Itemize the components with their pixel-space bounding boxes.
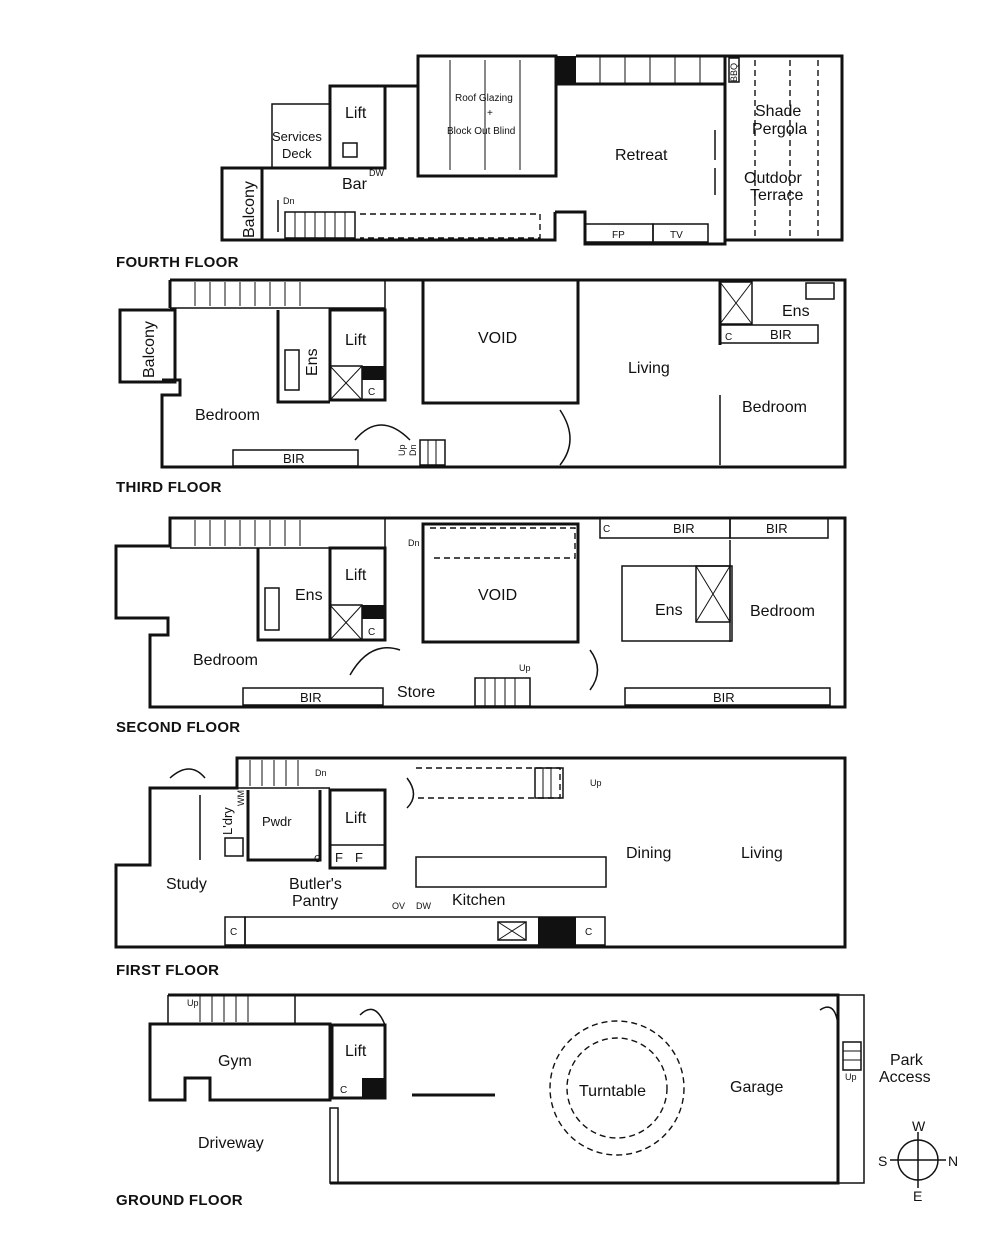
- second-void-label: VOID: [478, 587, 518, 604]
- ground-gym-label: Gym: [218, 1053, 252, 1070]
- second-bir-w-label: BIR: [300, 690, 322, 705]
- second-ens-e-label: Ens: [655, 602, 683, 619]
- first-floor-title: FIRST FLOOR: [116, 962, 220, 979]
- ground-garage-label: Garage: [730, 1079, 784, 1096]
- first-butlers-label: Butler's: [289, 876, 342, 893]
- first-pantry-label: Pantry: [292, 893, 339, 910]
- third-void-label: VOID: [478, 330, 518, 347]
- fourth-terrace-label: Terrace: [750, 187, 804, 204]
- third-c-lift-label: C: [368, 387, 376, 398]
- first-kitchen-label: Kitchen: [452, 892, 506, 909]
- fourth-services-label: Services: [272, 129, 322, 144]
- first-study-label: Study: [166, 876, 207, 893]
- third-bir-w-label: BIR: [283, 451, 305, 466]
- fourth-outdoor-label: Outdoor: [744, 170, 802, 187]
- third-lift-label: Lift: [345, 332, 367, 349]
- first-dining-label: Dining: [626, 845, 672, 862]
- second-floor: [116, 518, 845, 736]
- third-bir-e-label: BIR: [770, 327, 792, 342]
- fourth-floor: [116, 56, 842, 271]
- ground-c-lift-label: C: [340, 1085, 348, 1096]
- ground-access-label: Access: [879, 1069, 931, 1086]
- second-bir-e-label: BIR: [713, 690, 735, 705]
- first-f1-label: F: [335, 850, 343, 865]
- first-c-w-label: C: [230, 927, 238, 938]
- compass-e-label: E: [913, 1188, 923, 1204]
- fourth-roof-plus-label: +: [487, 108, 493, 119]
- first-f2-label: F: [355, 850, 363, 865]
- first-wm-label: WM: [236, 790, 246, 806]
- fourth-dn-label: Dn: [283, 196, 295, 206]
- first-living-label: Living: [741, 845, 783, 862]
- fourth-lift-label: Lift: [345, 105, 367, 122]
- first-ov-label: OV: [392, 901, 406, 911]
- ground-floor-title: GROUND FLOOR: [116, 1192, 243, 1209]
- compass-w-label: W: [912, 1118, 926, 1134]
- third-balcony-label: Balcony: [141, 321, 158, 378]
- fourth-balcony-label: Balcony: [241, 181, 258, 238]
- second-c-lift-label: C: [368, 627, 376, 638]
- third-floor-title: THIRD FLOOR: [116, 479, 222, 496]
- first-floor: [116, 758, 845, 979]
- second-c-top-label: C: [603, 524, 611, 535]
- fourth-floor-title: FOURTH FLOOR: [116, 254, 239, 271]
- fourth-blockout-label: Block Out Blind: [447, 126, 516, 137]
- third-living-label: Living: [628, 360, 670, 377]
- compass: [878, 1118, 958, 1204]
- fourth-retreat-label: Retreat: [615, 147, 668, 164]
- fourth-roof-glazing-label: Roof Glazing: [455, 93, 513, 104]
- first-dw-label: DW: [416, 901, 431, 911]
- ground-driveway-label: Driveway: [198, 1135, 264, 1152]
- second-lift-label: Lift: [345, 567, 367, 584]
- third-c-e-label: C: [725, 332, 733, 343]
- compass-n-label: N: [948, 1153, 959, 1169]
- first-laundry-label: L'dry: [220, 807, 235, 835]
- third-dn-label: Dn: [408, 444, 418, 456]
- third-ens-w-label: Ens: [304, 348, 321, 376]
- fourth-bar-label: Bar: [342, 176, 367, 193]
- second-bir-top-1-label: BIR: [673, 521, 695, 536]
- second-ens-w-label: Ens: [295, 587, 323, 604]
- second-bir-top-2-label: BIR: [766, 521, 788, 536]
- fourth-tv-label: TV: [670, 230, 683, 241]
- ground-park-label: Park: [890, 1052, 923, 1069]
- ground-up-label: Up: [845, 1072, 857, 1082]
- second-bedroom-e-label: Bedroom: [750, 603, 815, 620]
- compass-s-label: S: [878, 1153, 888, 1169]
- fourth-fp-label: FP: [612, 230, 625, 241]
- second-dn-label: Dn: [408, 538, 420, 548]
- third-bedroom-e-label: Bedroom: [742, 399, 807, 416]
- first-lift-label: Lift: [345, 810, 367, 827]
- second-floor-title: SECOND FLOOR: [116, 719, 241, 736]
- ground-turntable-label: Turntable: [579, 1083, 646, 1100]
- first-c-lift-label: C: [314, 854, 322, 865]
- third-bedroom-w-label: Bedroom: [195, 407, 260, 424]
- ground-lift-label: Lift: [345, 1043, 367, 1060]
- second-up-label: Up: [519, 663, 531, 673]
- second-bedroom-w-label: Bedroom: [193, 652, 258, 669]
- first-pwdr-label: Pwdr: [262, 814, 292, 829]
- first-dn-label: Dn: [315, 768, 327, 778]
- fourth-dw-label: DW: [369, 168, 384, 178]
- third-up-label: Up: [397, 444, 407, 456]
- first-c-e-label: C: [585, 927, 593, 938]
- third-ens-e-label: Ens: [782, 303, 810, 320]
- ground-floor: [116, 995, 931, 1209]
- second-store-label: Store: [397, 684, 436, 701]
- fourth-pergola-label: Pergola: [752, 121, 808, 138]
- fourth-bbq-label: BBQ: [729, 62, 739, 82]
- third-floor: [116, 280, 845, 496]
- fourth-shade-label: Shade: [755, 103, 802, 120]
- first-up-label: Up: [590, 778, 602, 788]
- fourth-deck-label: Deck: [282, 146, 312, 161]
- ground-up-stair-label: Up: [187, 998, 199, 1008]
